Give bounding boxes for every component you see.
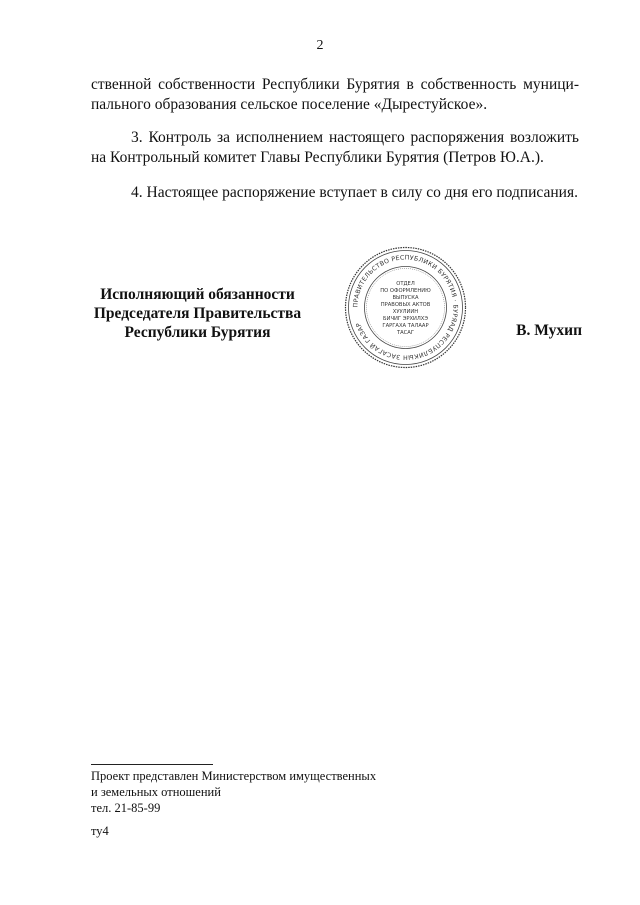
seal-center-line: ПО ОФОРМЛЕНИЮ [380, 288, 431, 294]
paragraph-continuation [91, 75, 579, 115]
seal-center-line: ХУУЛИИН [392, 309, 419, 315]
paragraph-item-4: 4. Настоящее распоряжение вступает в силу со дня его подписания. [131, 184, 578, 201]
document-code: ту4 [91, 824, 109, 838]
signer-position-line: Председателя Правительства [93, 305, 302, 322]
signer-position-line: Республики Бурятия [124, 324, 271, 341]
signer-name: В. Мухип [516, 322, 582, 339]
signer-position [85, 285, 310, 342]
seal-center-line: ПРАВОВЫХ АКТОВ [380, 302, 431, 308]
footnote-line: и земельных отношений [91, 785, 221, 799]
seal-center-line: БИЧИГ ЭРХИЛХЭ [383, 316, 428, 322]
seal-center-line: ВЫПУСКА [392, 295, 419, 301]
footnote-divider [91, 764, 213, 765]
page-number: 2 [316, 38, 324, 53]
seal-center-line: ОТДЕЛ [396, 281, 415, 287]
paragraph-item-3: 3. Контроль за исполнением настоящего распоряжения возложить на Контрольный комитет Главы Республики Бурятия (Петров Ю.А.). [91, 129, 579, 166]
paragraph-line: ственной собственности Республики Бурятия в собственность муници- [91, 76, 579, 93]
footnote-line: Проект представлен Министерством имущественных [91, 769, 377, 783]
footnote-line: тел. 21-85-99 [91, 801, 161, 815]
seal-ring-text: ПРАВИТЕЛЬСТВО РЕСПУБЛИКИ БУРЯТИЯ · БУРЯАД РЕСПУБЛИКЫН ЗАСАГАЙ ГАЗАР [352, 254, 459, 361]
signer-position-line: Исполняющий обязанности [100, 286, 295, 303]
footnote [91, 768, 376, 816]
seal-center-line: ГАРГАХА ТАЛААР [382, 323, 429, 329]
paragraph-line: пального образования сельское поселение «Дырестуйское». [91, 96, 488, 113]
seal-center-line: ТАСАГ [396, 330, 415, 336]
official-seal [343, 245, 468, 370]
